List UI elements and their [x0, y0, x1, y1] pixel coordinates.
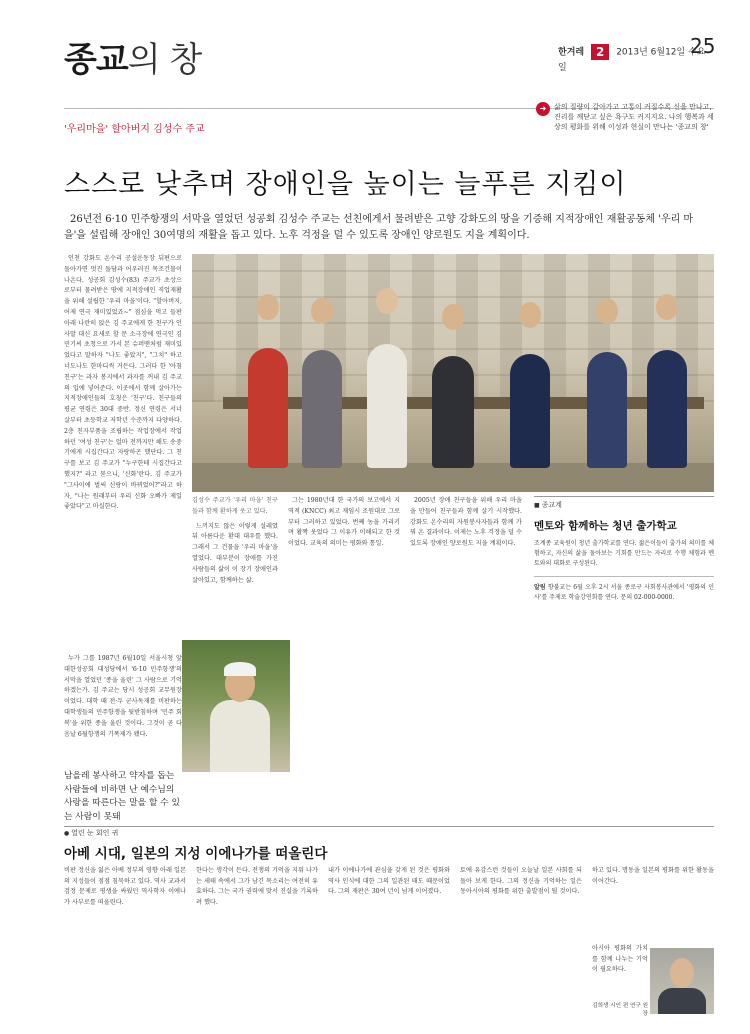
body-column-5	[410, 496, 522, 822]
body-text: 인천 강화도 온수리 공설운동장 뒤편으로 돌아가면 멋진 돌담과 어우러진 목조건물이 나온다. 성공회 김성수(83) 주교가 초상으로부터 물려받은 땅에 지적장애인 직업재활을 위해 설립한 '우리 마을'이다. "할아버지, 어제 연극 재미있었죠~" 점심을 먹고 들판 아래 나란히 앉은 김 주교에게 한 친구가 인사말 대신 요새로 할 문 소극장에 연극인 김민기씨 초청으로 가서 본 슈퍼맨처럼 재미있었다고 말하자 "나도 좋았지", "그치" 하고 너도나도 한마디씩 거든다. 그러다 한 '아침 친구'는 과자 봉지에서 과자를 꺼내 김 주교의 입에 넣어준다. 이곳에서 함께 살아가는 지적장애인들의 호칭은 '친구'다. 친구들의 평균 연령은 30대 중반. 정신 연령은 서너 살부터 초등학교 저학년 수준까지 다양하다. 2층 친자부품을 조립하는 작업장에서 작업하던 '여성 친구'는 얼마 전까지만 해도 송중기에게 시집간다고 자랑하곤 했단다. 그 친구를 보고 김 주교가 "누구한테 시집간다고 했지?" 라고 묻으니, '신화'란다. 김 주교가 "그사이에 벌써 신랑이 바뀌었어?"라고 하자, "나는 원래부터 우리 신화 오빠가 제일 좋았다"고 마실한다.	[64, 255, 182, 511]
bottom-column-3: 내가 이에나가에 관심을 갖게 된 것은 평화와 역사 인식에 대한 그의 일관된 태도 때문이었다. 그의 재판은 30여 년이 넘게 이어졌다.	[328, 867, 450, 896]
photo-head	[656, 294, 678, 320]
photo-person	[587, 352, 627, 468]
sidebar-notice	[534, 583, 714, 603]
series-kicker: '우리마을' 할아버지 김성수 주교	[64, 124, 205, 135]
photo-head	[596, 298, 618, 324]
portrait-shirt	[210, 700, 270, 772]
section-title-light: 의 창	[127, 40, 202, 80]
section-title-heavy: 종교	[64, 40, 128, 80]
photo-person	[432, 356, 474, 468]
notice-label: 알림	[534, 583, 546, 591]
bottom-column-5: 하고 있다. 명동을 일본의 평화를 위한 활동을 이어간다.	[592, 867, 714, 885]
body-text: 2005년 장애 친구들을 위해 우리 마을을 만들어 친구들과 함께 살기 시작했다. 강화도 온수리의 자원봉사자들과 함께 가꿔 온 결과이다. 이제는 노후 걱정을 덜 수 있도록 장애인 양로원도 지을 계획이다.	[410, 497, 522, 548]
photo-head	[257, 294, 279, 320]
photo-head	[519, 302, 541, 328]
bottom-headline: 아베 시대, 일본의 지성 이에나가를 떠올린다	[64, 846, 328, 862]
teaser-text: 삶의 질량이 갈아가고 고통이 커질수록 신을 만나고, 진리를 깨닫고 싶은 욕구도 커지지요. 나의 행복과 세상의 평화를 위해 이성과 현실이 만나는 '종교의 창'	[554, 103, 714, 131]
portrait-photo	[182, 640, 290, 772]
author-photo	[650, 948, 714, 1014]
bottom-rule	[64, 826, 714, 827]
bottom-column-label: ● 열린 눈 회인 귀	[64, 828, 118, 838]
author-byline: 김희생 시인 편 연구 원장	[592, 1003, 648, 1017]
page-badge: 2	[591, 44, 609, 60]
sidebar-label: ■ 종교계	[534, 496, 714, 510]
photo-person	[367, 344, 407, 468]
pull-quote: 남을레 봉사하고 약자를 돕는 사람들에 비하면 난 예수님의 사랑을 따른다는 말을 할 수 있는 사람이 못돼	[64, 770, 182, 824]
photo-person	[302, 350, 342, 468]
photo-person	[248, 348, 288, 468]
page-number: 25	[690, 34, 716, 58]
photo-caption: 김성수 주교가 '우리 마을' 친구들과 함께 환하게 웃고 있다.	[192, 497, 278, 515]
photo-person	[510, 354, 550, 468]
body-text: 느끼지도 않은 이렇게 설레였 뒤 아름다운 환대 대우를 했다. 그래서 그 건물을 '우리 마을'을 열었다. 대부분이 장애를 가진 사람들의 삶이 이 장기 장애인과 살아있고, 함께하는 삶.	[192, 522, 278, 584]
author-suit	[658, 988, 706, 1014]
bottom-column-5-continued: 아시아 평화의 가치를 함께 나누는 기억이 필요하다.	[592, 945, 648, 974]
photo-head	[376, 288, 398, 314]
headline: 스스로 낮추며 장애인을 높이는 늘푸른 지킴이	[64, 169, 627, 200]
photo-head	[311, 298, 333, 324]
arrow-right-icon: ➜	[536, 102, 550, 116]
body-column-4	[288, 496, 400, 822]
sidebar-divider	[534, 576, 714, 577]
author-face	[670, 958, 694, 988]
section-teaser	[536, 102, 714, 132]
sidebar	[534, 496, 714, 603]
sidebar-title: 멘토와 함께하는 청년 출가학교	[534, 520, 677, 532]
section-title	[64, 40, 201, 80]
issue-date: 2013년 6월12일 수요일	[558, 47, 706, 73]
body-text: 누가 그를 1987년 6월10일 서울시청 앞 대한성공회 대성당에서 '6·10 민주항쟁'의 서막을 열었던 '종을 울린' 그 사람으로 기억하겠는가. 김 주교는 당시 성공회 교무원장이었다. 대학 때 전·두 군사독재를 비판하는 대학생들의 민주항쟁을 뒷받침하며 '민주 회복'을 위한 종을 울린 것이다. 그것이 곧 다음날 6월항쟁의 기폭제가 됐다.	[64, 655, 182, 738]
lead-paragraph: 26년전 6·10 민주항쟁의 서막을 열었던 성공회 김성수 주교는 선친에게서 물려받은 고향 강화도의 땅을 기증해 지적장애인 재활공동체 '우리 마을'을 설립해 장애인 30여명의 재활을 돕고 있다. 노후 걱정을 덜 수 있도록 장애인 양로원도 지을 계획이다.	[64, 214, 694, 241]
bottom-column-2: 한다는 생각이 든다. 전쟁의 기억을 지워 나가는 세태 속에서 그가 남긴 목소리는 여전히 유효하다. 그는 국가 권력에 맞서 진실을 기록하려 했다.	[196, 867, 318, 906]
bottom-column-1: 비판 정신을 잃은 아베 정부의 영향 아래 일본의 지성들이 점점 침묵하고 있다. 역사 교과서 검정 문제로 평생을 싸웠던 역사학자 이에나가 사부로를 떠올린다.	[64, 867, 186, 906]
portrait-hair	[224, 662, 256, 676]
bottom-column-4: 토에 유감스런 것들이 오늘날 일본 사회를 되돌아 보게 한다. 그의 정신을 기억하는 일은 동아시아의 평화를 위한 출발점이 될 것이다.	[460, 867, 582, 896]
photo-person	[647, 350, 687, 468]
sidebar-body: 조계종 교육원이 청년 출가학교를 연다. 젊은이들이 출가의 의미를 체험하고, 자신의 삶을 돌아보는 기회를 만드는 자리로 수행 체험과 멘토와의 대화로 구성된다.	[534, 540, 714, 568]
masthead	[64, 32, 714, 100]
newspaper-logo: 한겨레	[558, 47, 585, 58]
photo-head	[442, 304, 464, 330]
body-text: 그는 1980년대 한 국가의 보고에서 지역적 (KNCC) 최고 재임시 조원대로 그로부터 그러하고 있었다. 번째 농을 가리키며 활짝 웃었다 그 이유가 이해되고 한 것이었다. 교육의 의미는 평화와 통일.	[288, 497, 400, 548]
main-photo	[192, 254, 714, 492]
notice-text: 향불교는 6월 오후 2시 서울 종로구 사회봉사관에서 '평화의 인사'를 주제로 학술강연회를 연다. 문의 02-000-0000.	[534, 583, 714, 601]
body-column-1	[64, 254, 182, 648]
